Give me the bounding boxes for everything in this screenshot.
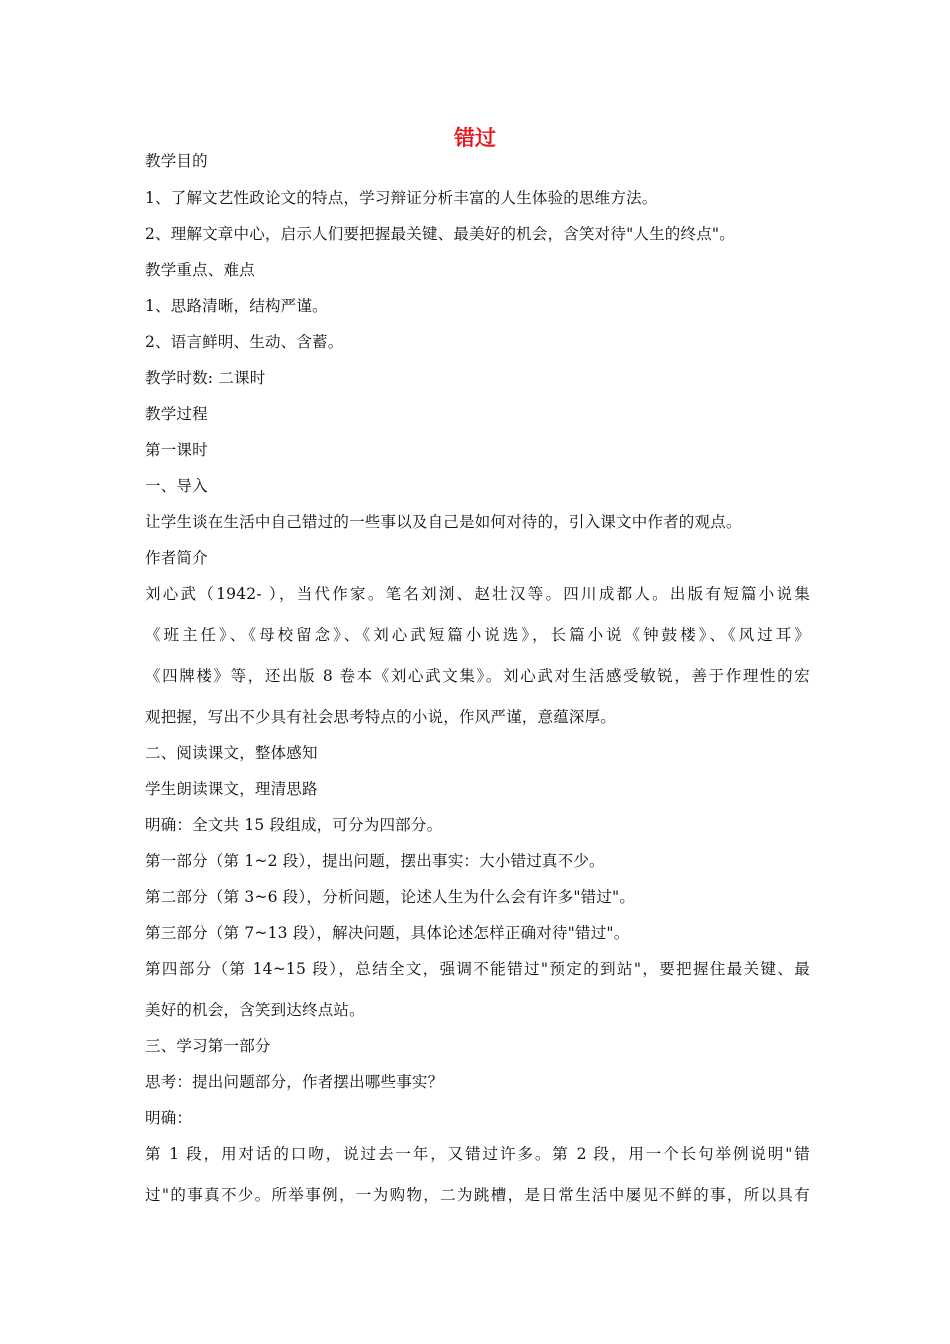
goal-item-2: 2、理解文章中心，启示人们要把握最关键、最美好的机会，含笑对待"人生的终点"。 (145, 225, 735, 243)
structure-summary: 明确：全文共 15 段组成，可分为四部分。 (145, 816, 443, 834)
structure-part-4: 第四部分（第 14~15 段），总结全文，强调不能错过"预定的到站"，要把握住最关键、最 (145, 960, 810, 978)
heading-author-intro: 作者简介 (145, 549, 208, 567)
heading-key-points: 教学重点、难点 (145, 261, 255, 279)
author-paragraph-line: 《四牌楼》等，还出版 8 卷本《刘心武文集》。刘心武对生活感受敏锐，善于作理性的宏 (145, 667, 810, 685)
structure-part-1: 第一部分（第 1~2 段），提出问题，摆出事实：大小错过真不少。 (145, 852, 605, 870)
structure-part-2: 第二部分（第 3~6 段），分析问题，论述人生为什么会有许多"错过"。 (145, 888, 636, 906)
heading-first-lesson: 第一课时 (145, 441, 208, 459)
structure-part-4-cont: 美好的机会，含笑到达终点站。 (145, 1001, 365, 1019)
document-title: 错过 (454, 126, 496, 150)
key-point-2: 2、语言鲜明、生动、含蓄。 (145, 333, 344, 351)
answer-label: 明确： (145, 1109, 193, 1127)
question-text: 思考：提出问题部分，作者摆出哪些事实？ (145, 1073, 444, 1091)
introduction-text: 让学生谈在生活中自己错过的一些事以及自己是如何对待的，引入课文中作者的观点。 (145, 513, 742, 531)
heading-introduction: 一、导入 (145, 477, 208, 495)
author-paragraph-line: 观把握，写出不少具有社会思考特点的小说，作风严谨，意蕴深厚。 (145, 708, 617, 726)
author-paragraph-line: 刘心武（1942- ），当代作家。笔名刘浏、赵壮汉等。四川成都人。出版有短篇小说集 (145, 585, 810, 603)
heading-part-one-study: 三、学习第一部分 (145, 1037, 271, 1055)
key-point-1: 1、思路清晰，结构严谨。 (145, 297, 328, 315)
reading-instruction: 学生朗读课文，理清思路 (145, 780, 318, 798)
answer-paragraph-line: 第 1 段，用对话的口吻，说过去一年，又错过许多。第 2 段，用一个长句举例说明"错 (145, 1145, 810, 1163)
teaching-hours: 教学时数: 二课时 (145, 369, 266, 387)
goal-item-1: 1、了解文艺性政论文的特点，学习辩证分析丰富的人生体验的思维方法。 (145, 189, 658, 207)
author-paragraph-line: 《班主任》、《母校留念》、《刘心武短篇小说选》，长篇小说《钟鼓楼》、《风过耳》 (145, 626, 810, 644)
structure-part-3: 第三部分（第 7~13 段），解决问题，具体论述怎样正确对待"错过"。 (145, 924, 630, 942)
answer-paragraph-line: 过"的事真不少。所举事例，一为购物，二为跳槽，是日常生活中屡见不鲜的事，所以具有 (145, 1186, 810, 1204)
heading-teaching-goals: 教学目的 (145, 152, 208, 170)
heading-reading: 二、阅读课文，整体感知 (145, 744, 318, 762)
heading-teaching-process: 教学过程 (145, 405, 208, 423)
